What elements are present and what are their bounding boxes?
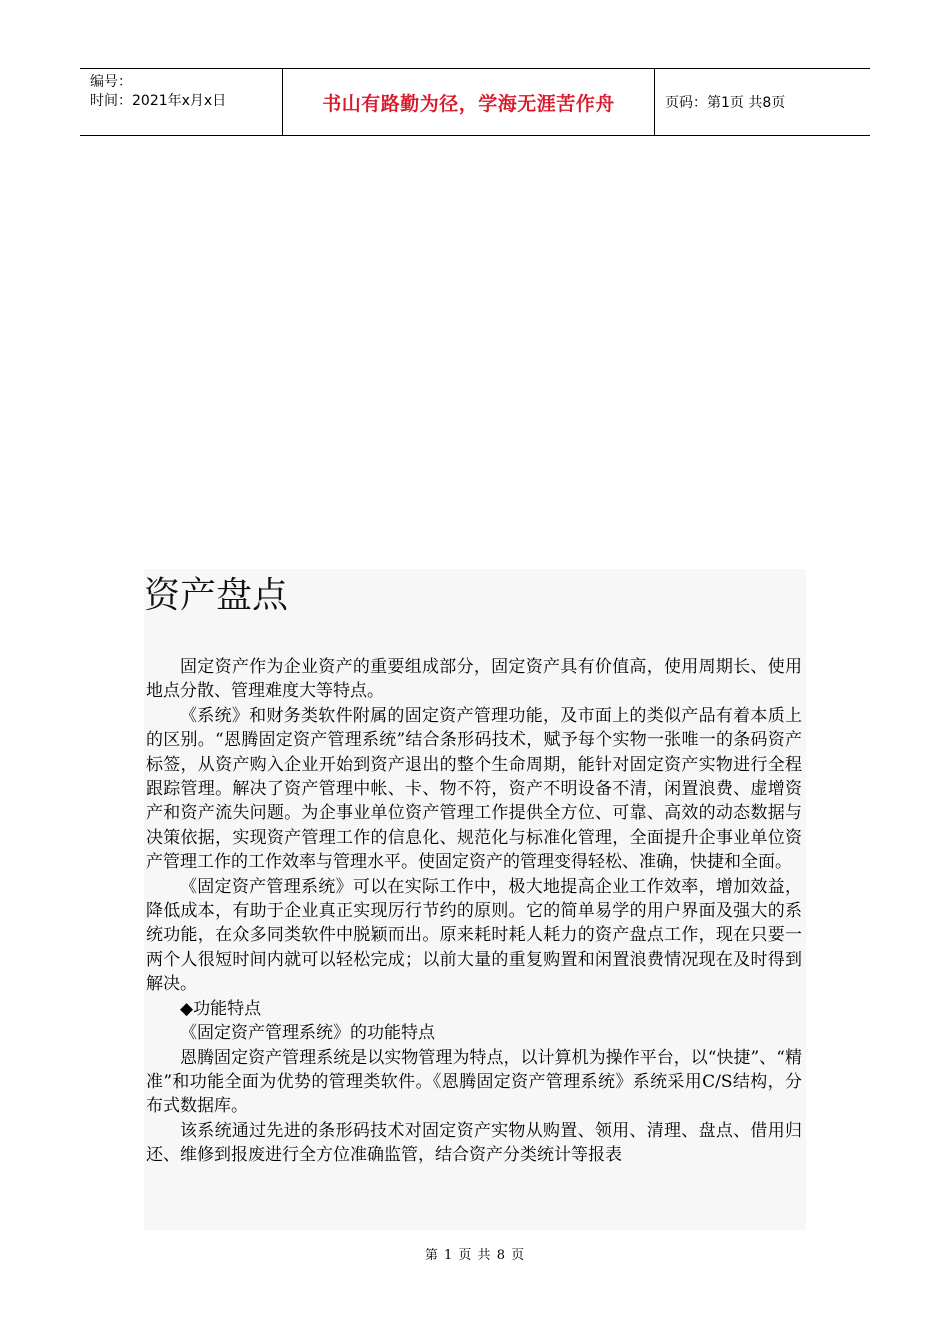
document-body [146,655,802,1168]
paragraph: 《系统》和财务类软件附属的固定资产管理功能，及市面上的类似产品有着本质上的区别。“恩腾固定资产管理系统”结合条形码技术，赋予每个实物一张唯一的条码资产标签，从资产购入企业开始到资产退出的整个生命周期，能针对固定资产实物进行全程跟踪管理。解决了资产管理中帐、卡、物不符，资产不明设备不清，闲置浪费、虚增资产和资产流失问题。为企事业单位资产管理工作提供全方位、可靠、高效的动态数据与决策依据，实现资产管理工作的信息化、规范化与标准化管理，全面提升企事业单位资产管理工作的工作效率与管理水平。使固定资产的管理变得轻松、准确，快捷和全面。 [146,705,802,873]
page-footer: 第 1 页 共 8 页 [424,1248,526,1263]
header-motto: 书山有路勤为径，学海无涯苦作舟 [283,69,655,135]
document-time-label: 时间：2021年x月x日 [90,93,227,109]
paragraph: 《固定资产管理系统》可以在实际工作中，极大地提高企业工作效率，增加效益，降低成本，有助于企业真正实现厉行节约的原则。它的简单易学的用户界面及强大的系统功能，在众多同类软件中脱颖而出。原来耗时耗人耗力的资产盘点工作，现在只要一两个人很短时间内就可以轻松完成；以前大量的重复购置和闲置浪费情况现在及时得到解决。 [146,876,802,995]
document-title: 资产盘点 [144,575,289,616]
document-content [144,569,806,1230]
header-page-info: 页码：第1页 共8页 [665,95,786,111]
document-number-label: 编号： [90,74,132,90]
paragraph: 固定资产作为企业资产的重要组成部分，固定资产具有价值高，使用周期长、使用地点分散、管理难度大等特点。 [146,657,802,702]
section-heading-features: ◆功能特点 [180,998,262,1019]
header-meta [80,69,283,135]
paragraph: 恩腾固定资产管理系统是以实物管理为特点，以计算机为操作平台，以“快捷”、“精准”和功能全面为优势的管理类软件。《恩腾固定资产管理系统》系统采用C/S结构，分布式数据库。 [146,1047,802,1117]
paragraph: 该系统通过先进的条形码技术对固定资产实物从购置、领用、清理、盘点、借用归还、维修到报废进行全方位准确监管，结合资产分类统计等报表 [146,1120,802,1166]
subheading-system-features: 《固定资产管理系统》的功能特点 [180,1023,435,1044]
page-header [80,68,870,136]
